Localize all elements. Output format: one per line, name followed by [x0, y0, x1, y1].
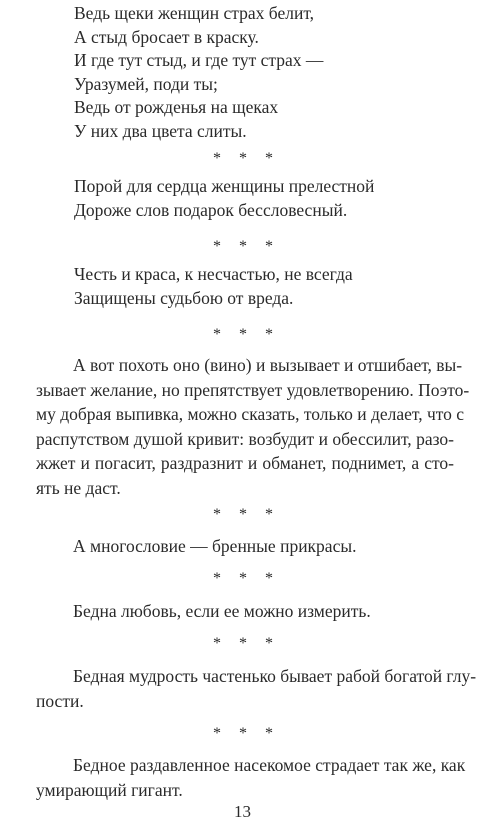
verse-stanza-3 [74, 263, 353, 310]
prose-line: му добрая выпивка, можно сказать, только и делает, что с [36, 404, 465, 424]
prose-line: распутством душой кривит: возбудит и обессилит, разо- [36, 428, 454, 449]
section-separator: * * * [213, 150, 280, 167]
verse-line: Честь и краса, к несчастью, не всегда [74, 264, 353, 284]
section-separator: * * * [213, 238, 280, 255]
prose-line: жжет и погасит, раздразнит и обманет, поднимет, а сто- [36, 453, 454, 473]
prose-paragraph [36, 353, 470, 500]
section-separator: * * * [213, 570, 280, 587]
aphorism-line: пости. [36, 690, 84, 711]
aphorism: А многословие — бренные прикрасы. [73, 536, 357, 556]
page-number: 13 [234, 802, 251, 821]
prose-line: ять не даст. [36, 477, 121, 498]
section-separator: * * * [213, 506, 280, 523]
aphorism-line: Бедная мудрость частенько бывает рабой богатой глу- [73, 666, 477, 686]
section-separator: * * * [213, 635, 280, 652]
verse-line: У них два цвета слиты. [74, 120, 247, 141]
aphorism-line: умирающий гигант. [36, 779, 183, 800]
verse-stanza-2 [74, 175, 374, 222]
aphorism-line: Бедное раздавленное насекомое страдает так же, как [73, 755, 466, 775]
verse-line: Уразумей, поди ты; [74, 73, 218, 94]
verse-line: Ведь щеки женщин страх белит, [74, 3, 315, 23]
verse-line: И где тут стыд, и где тут страх — [74, 50, 324, 70]
verse-stanza-1 [74, 2, 323, 143]
aphorism [36, 753, 466, 802]
verse-line: Дороже слов подарок бессловесный. [74, 199, 348, 220]
section-separator: * * * [213, 725, 280, 742]
verse-line: Ведь от рожденья на щеках [74, 97, 279, 117]
section-separator: * * * [213, 326, 280, 343]
prose-line: А вот похоть оно (вино) и вызывает и отшибает, вы- [73, 355, 463, 375]
verse-line: Порой для сердца женщины прелестной [74, 176, 375, 196]
aphorism: Бедна любовь, если ее можно измерить. [73, 601, 371, 621]
verse-line: А стыд бросает в краску. [74, 26, 259, 47]
aphorism [36, 664, 477, 713]
prose-line: зывает желание, но препятствует удовлетворению. Поэто- [36, 379, 470, 400]
verse-line: Защищены судьбою от вреда. [74, 287, 294, 308]
